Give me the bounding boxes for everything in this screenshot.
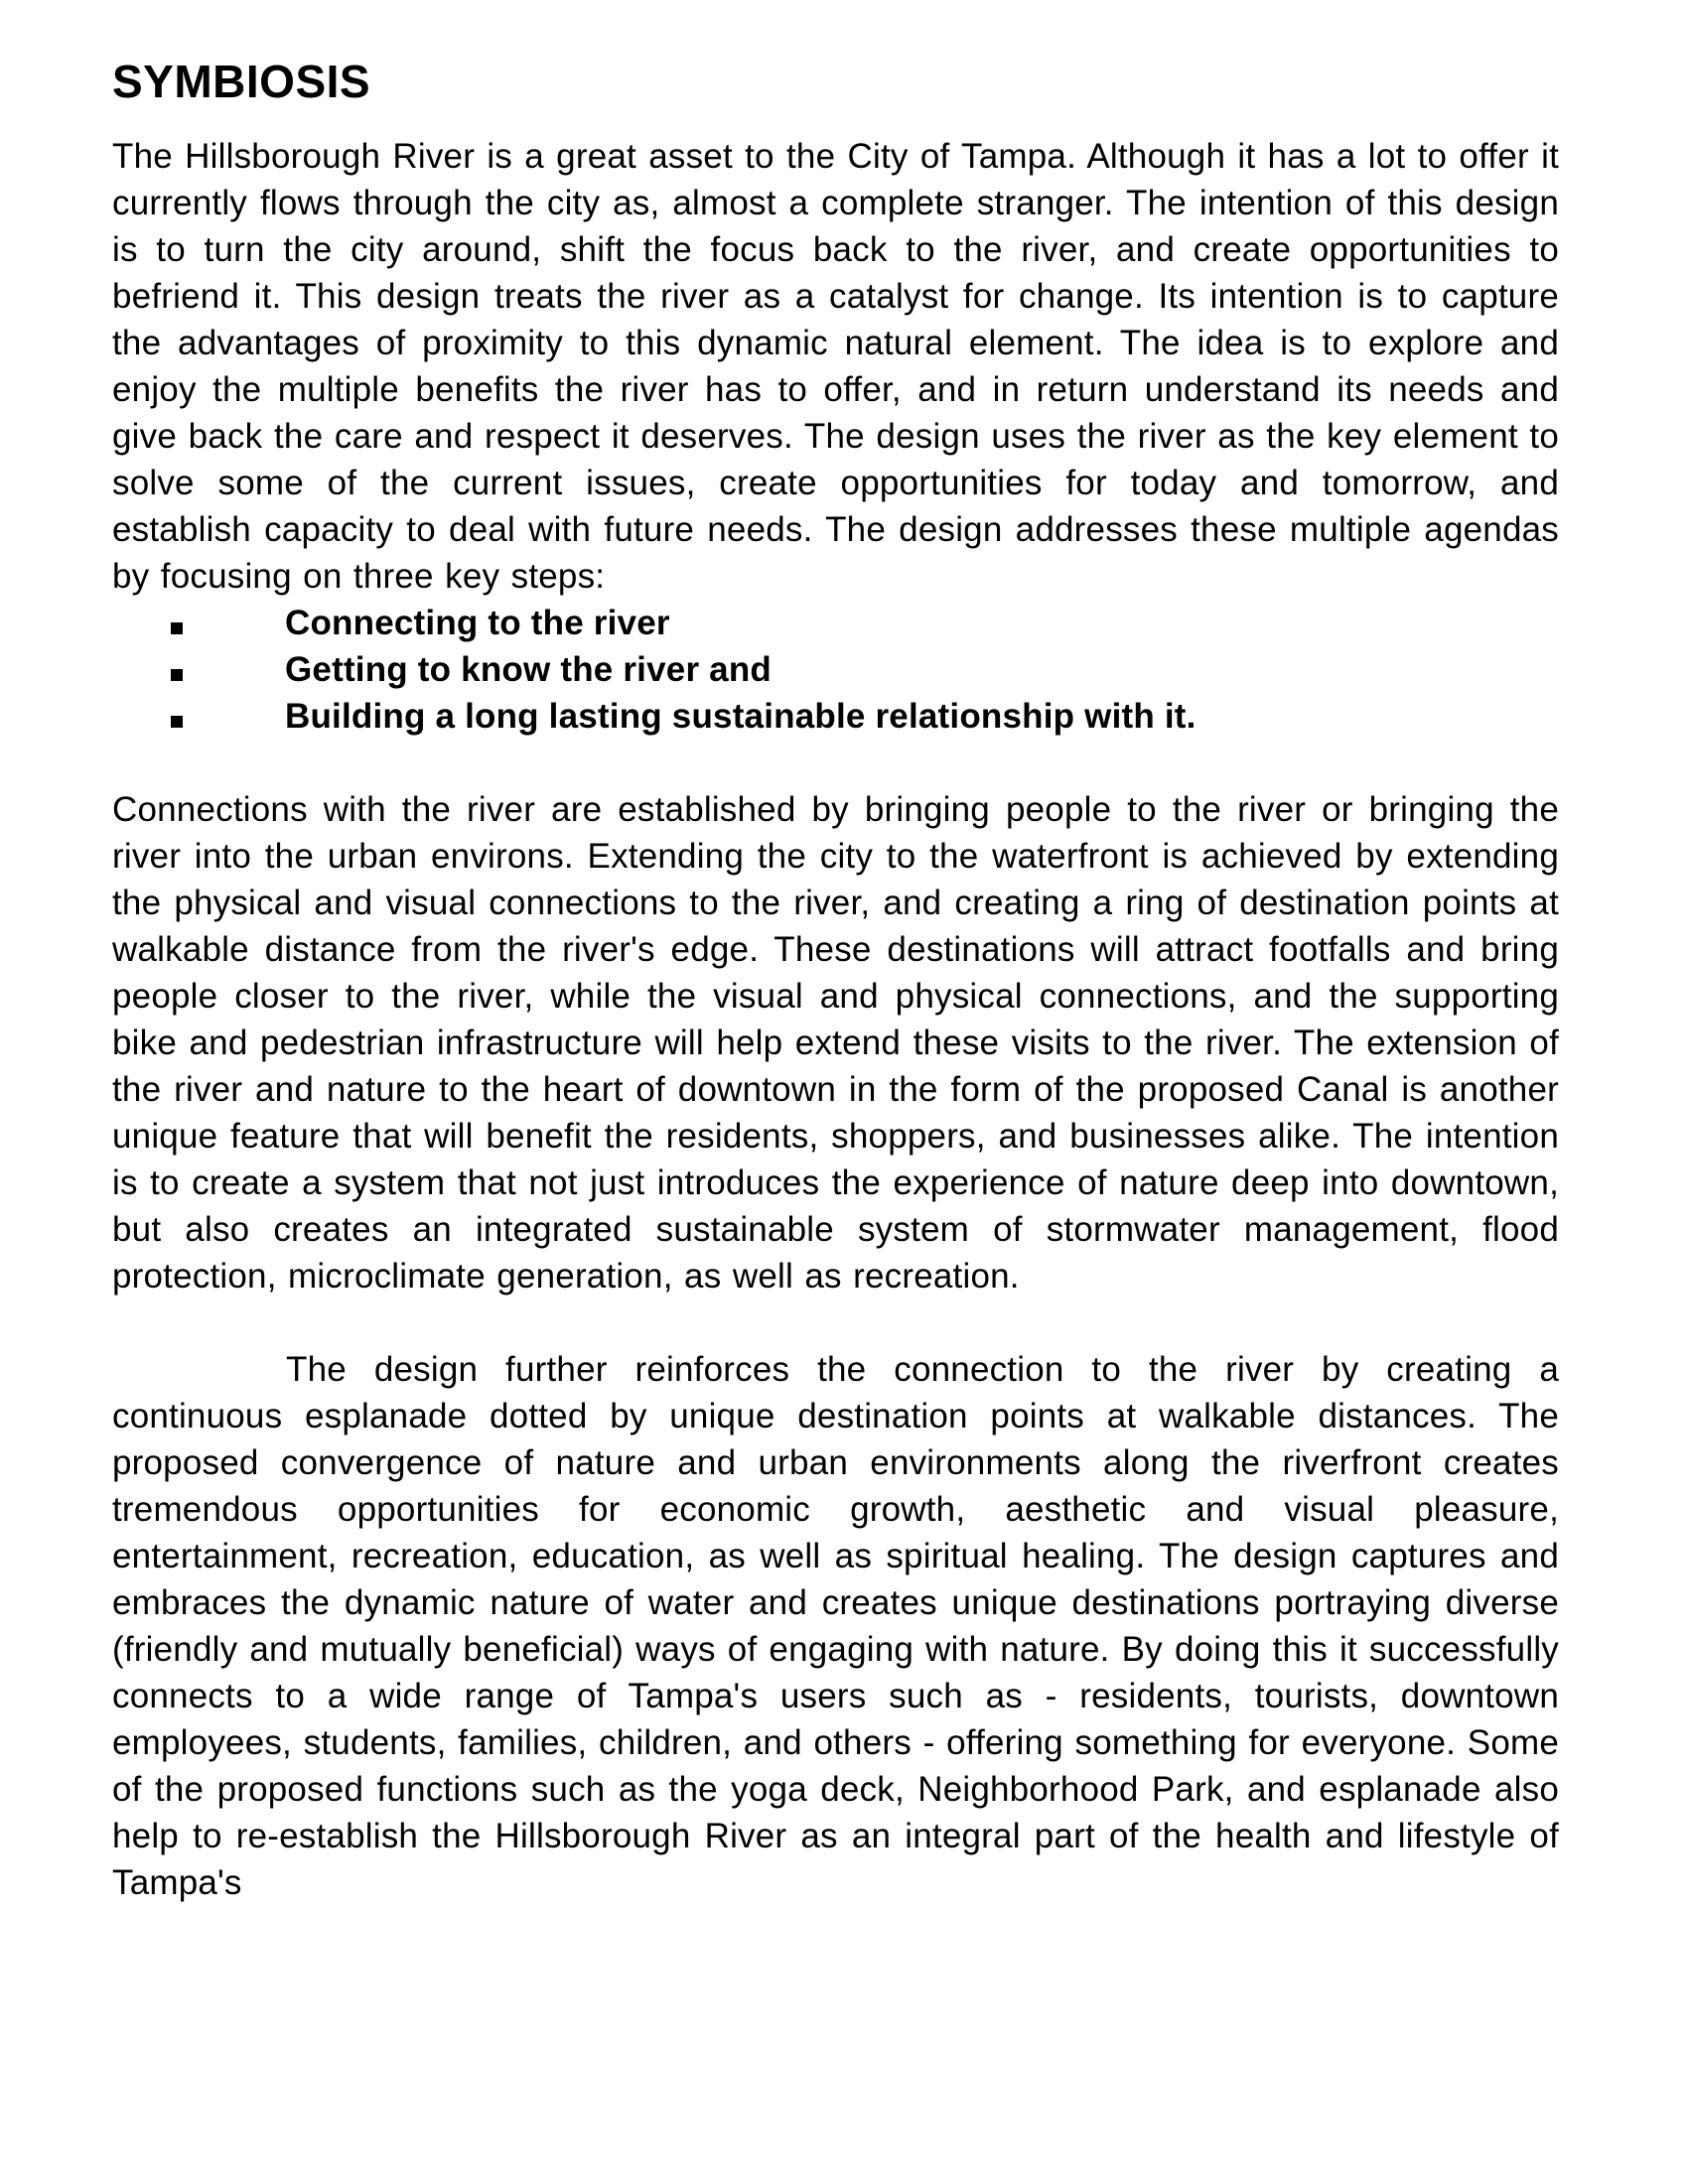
bullet-item-label: Building a long lasting sustainable relationship with it. [285,697,1196,736]
bullet-item-label: Getting to know the river and [285,650,773,689]
bullet-item [112,693,1559,740]
bullet-square-icon [171,646,285,693]
paragraph: The design further reinforces the connection to the river by creating a continuous esplanade dotted by unique destination points at walkable distances. The proposed convergence of nature and urban environments along the riverfront creates tremendous opportunities for economic growth, aesthetic and visual pleasure, entertainment, recreation, education, as well as spiritual healing. The design captures and embraces the dynamic nature of water and creates unique destinations portraying diverse (friendly and mutually beneficial) ways of engaging with nature. By doing this it successfully connects to a wide range of Tampa's users such as - residents, tourists, downtown employees, students, families, children, and others - offering something for everyone. Some of the proposed functions such as the yoga deck, Neighborhood Park, and esplanade also help to re-establish the Hillsborough River as an integral part of the health and lifestyle of Tampa's [112,1350,1559,1902]
paragraph: The Hillsborough River is a great asset to the City of Tampa. Although it has a lot to offer it currently flows through the city as, almost a complete stranger. The intention of this design is to turn the city around, shift the focus back to the river, and create opportunities to befriend it. This design treats the river as a catalyst for change. Its intention is to capture the advantages of proximity to this dynamic natural element. The idea is to explore and enjoy the multiple benefits the river has to offer, and in return understand its needs and give back the care and respect it deserves. The design uses the river as the key element to solve some of the current issues, create opportunities for today and tomorrow, and establish capacity to deal with future needs. The design addresses these multiple agendas by focusing on three key steps: [112,137,1559,596]
document-title: SYMBIOSIS [112,56,371,107]
bullet-square-icon [171,693,285,740]
document-body [112,133,1559,1906]
bullet-item [112,600,1559,646]
bullet-item-label: Connecting to the river [285,604,670,642]
bullet-item [112,646,1559,693]
bullet-square-icon [171,600,285,646]
paragraph: Connections with the river are established by bringing people to the river or bringing the river into the urban environs. Extending the city to the waterfront is achieved by extending the physical and visual connections to the river, and creating a ring of destination points at walkable distance from the river's edge. These destinations will attract footfalls and bring people closer to the river, while the visual and physical connections, and the supporting bike and pedestrian infrastructure will help extend these visits to the river. The extension of the river and nature to the heart of downtown in the form of the proposed Canal is another unique feature that will benefit the residents, shoppers, and businesses alike. The intention is to create a system that not just introduces the experience of nature deep into downtown, but also creates an integrated sustainable system of stormwater management, flood protection, microclimate generation, as well as recreation. [112,790,1559,1296]
bullet-list [112,600,1559,740]
